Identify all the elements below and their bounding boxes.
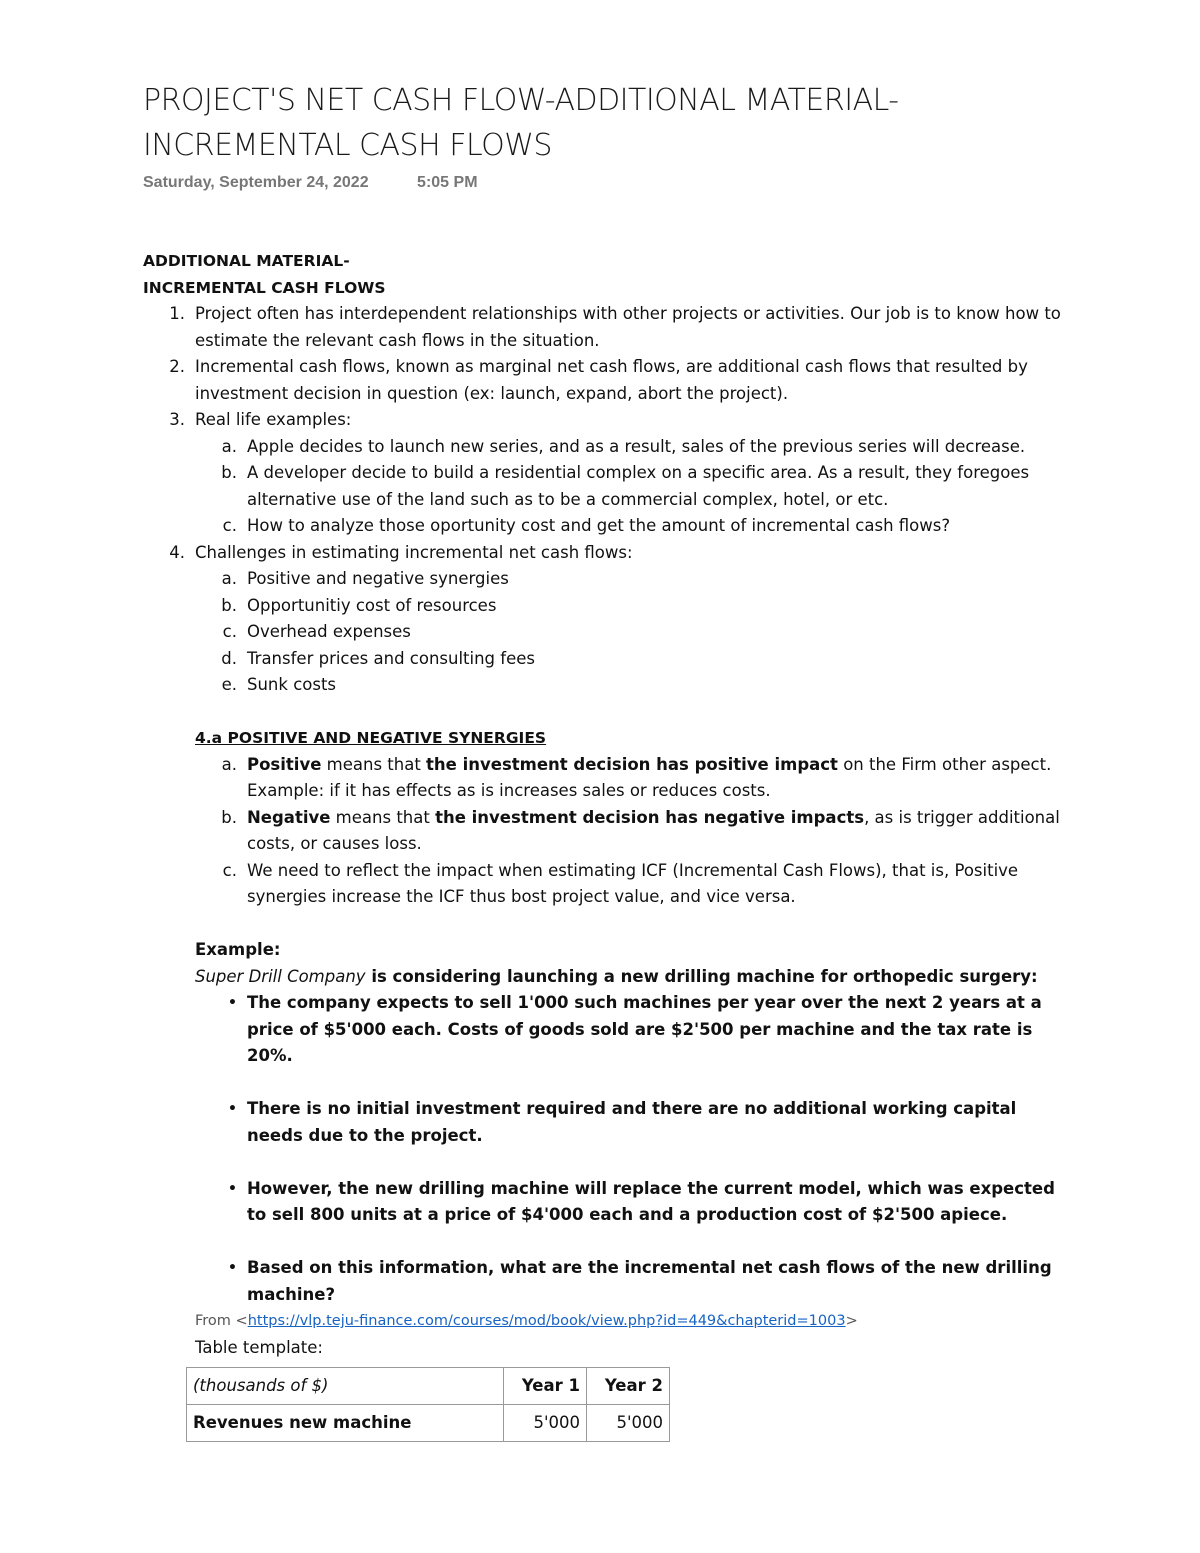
- table-header-cell: Year 2: [587, 1368, 670, 1405]
- list-item: [143, 540, 1063, 567]
- list-letter: d.: [221, 648, 237, 668]
- note-date: Saturday, September 24, 2022: [143, 174, 369, 191]
- list-text: Transfer prices and consulting fees: [247, 648, 535, 668]
- list-number: 4.: [169, 542, 185, 562]
- list-text: Incremental cash flows, known as marginal net cash flows, are additional cash flows that resulted by investment decision in question (ex: launch, expand, abort the project).: [195, 357, 1028, 403]
- bullet-icon: •: [228, 1101, 237, 1117]
- sub-list-item: [195, 593, 1063, 620]
- bold-phrase: the investment decision has positive impact: [426, 754, 838, 774]
- sub-list-item: [195, 619, 1063, 646]
- list-text: Real life examples:: [195, 410, 352, 429]
- bullet-item: [195, 990, 1063, 1070]
- list-text: Opportunitiy cost of resources: [247, 595, 497, 615]
- table-header-cell: (thousands of $): [187, 1368, 504, 1405]
- list-item: [143, 354, 1063, 407]
- list-number: 1.: [169, 304, 185, 323]
- table-cell: Revenues new machine: [187, 1405, 504, 1442]
- note-timestamp: [143, 174, 478, 192]
- list-item: [143, 301, 1063, 354]
- table-row: [187, 1405, 670, 1442]
- list-letter: e.: [221, 675, 237, 694]
- list-text: means that: [321, 754, 427, 774]
- table-header-cell: Year 1: [504, 1368, 587, 1405]
- example-bullets: [195, 990, 1063, 1308]
- bold-term: Negative: [247, 807, 331, 827]
- bullet-item: [195, 1096, 1063, 1149]
- bullet-item: [195, 1176, 1063, 1229]
- list-number: 3.: [169, 410, 185, 429]
- source-line: [143, 1308, 1063, 1335]
- synergies-list: [195, 752, 1063, 911]
- bullet-item: [195, 1255, 1063, 1308]
- list-letter: b.: [221, 463, 237, 482]
- sub-list-item: [195, 752, 1063, 805]
- sub-list-item: [195, 672, 1063, 699]
- list-text: Overhead expenses: [247, 622, 411, 641]
- list-text: How to analyze those oportunity cost and get the amount of incremental cash flows?: [247, 516, 951, 535]
- table-cell: 5'000: [587, 1405, 670, 1442]
- list-text: We need to reflect the impact when estimating ICF (Incremental Cash Flows), that is, Positive synergies increase the ICF thus bost project value, and vice versa.: [247, 860, 1019, 906]
- bullet-icon: •: [228, 995, 237, 1011]
- list-text: , as is trigger additional costs, or causes loss.: [247, 807, 1060, 853]
- bullet-text: There is no initial investment required and there are no additional working capital needs due to the project.: [247, 1099, 1017, 1145]
- sub-list: [195, 566, 1063, 699]
- list-letter: c.: [222, 516, 237, 535]
- synergies-heading: 4.a POSITIVE AND NEGATIVE SYNERGIES: [195, 729, 547, 747]
- table-cell: 5'000: [504, 1405, 587, 1442]
- sub-list-item: [195, 460, 1063, 513]
- bullet-text: The company expects to sell 1'000 such machines per year over the next 2 years at a price of $5'000 each. Costs of goods sold are $2'500 per machine and the tax rate is 20%.: [247, 993, 1042, 1065]
- bullet-text: However, the new drilling machine will replace the current model, which was expected to sell 800 units at a price of $4'000 each and a production cost of $2'500 apiece.: [247, 1178, 1055, 1224]
- list-letter: a.: [221, 436, 237, 456]
- example-intro: is considering launching a new drilling machine for orthopedic surgery:: [365, 966, 1038, 986]
- note-time: 5:05 PM: [417, 174, 478, 191]
- list-text: Project often has interdependent relationships with other projects or activities. Our job is to know how to estimate the relevant cash flows in the situation.: [195, 304, 1061, 350]
- list-letter: c.: [222, 622, 237, 641]
- list-item: [143, 407, 1063, 434]
- note-body: [143, 248, 1063, 1442]
- example-label: Example:: [195, 940, 281, 959]
- section-heading: ADDITIONAL MATERIAL-: [143, 252, 350, 270]
- sub-list: [195, 434, 1063, 540]
- source-suffix: >: [845, 1313, 858, 1329]
- list-letter: c.: [222, 860, 237, 880]
- list-text: Sunk costs: [247, 675, 337, 694]
- list-text: A developer decide to build a residential complex on a specific area. As a result, they foregoes alternative use of the land such as to be a commercial complex, hotel, or etc.: [247, 463, 1030, 509]
- main-list: [143, 301, 1063, 699]
- sub-list-item: [195, 858, 1063, 911]
- list-text: means that: [330, 807, 436, 827]
- list-letter: b.: [221, 807, 237, 827]
- source-prefix: From <: [195, 1313, 248, 1329]
- source-link[interactable]: https://vlp.teju-finance.com/courses/mod/book/view.php?id=449&chapterid=1003: [247, 1313, 846, 1329]
- cash-flow-table: [186, 1367, 670, 1442]
- list-number: 2.: [169, 357, 185, 376]
- list-text: on the Firm other aspect. Example: if it has effects as is increases sales or reduces costs.: [247, 754, 1052, 800]
- bullet-icon: •: [228, 1180, 237, 1197]
- bullet-text: Based on this information, what are the incremental net cash flows of the new drilling machine?: [247, 1258, 1052, 1304]
- sub-list-item: [195, 513, 1063, 540]
- bullet-icon: •: [228, 1260, 237, 1276]
- table-label: Table template:: [195, 1337, 323, 1357]
- section-heading: INCREMENTAL CASH FLOWS: [143, 278, 386, 297]
- list-text: Challenges in estimating incremental net cash flows:: [195, 542, 633, 562]
- sub-list-item: [195, 646, 1063, 673]
- company-name: Super Drill Company: [195, 966, 366, 986]
- list-letter: b.: [221, 595, 237, 615]
- list-text: Apple decides to launch new series, and as a result, sales of the previous series will decrease.: [247, 436, 1026, 456]
- sub-list-item: [195, 805, 1063, 858]
- list-letter: a.: [221, 754, 237, 774]
- table-header-row: [187, 1368, 670, 1405]
- list-text: Positive and negative synergies: [247, 569, 509, 588]
- list-letter: a.: [221, 569, 237, 588]
- page-title: PROJECT'S NET CASH FLOW-ADDITIONAL MATERIAL-INCREMENTAL CASH FLOWS: [143, 83, 899, 163]
- sub-list-item: [195, 566, 1063, 593]
- bold-phrase: the investment decision has negative impacts: [435, 807, 865, 827]
- bold-term: Positive: [247, 754, 322, 774]
- sub-list-item: [195, 434, 1063, 461]
